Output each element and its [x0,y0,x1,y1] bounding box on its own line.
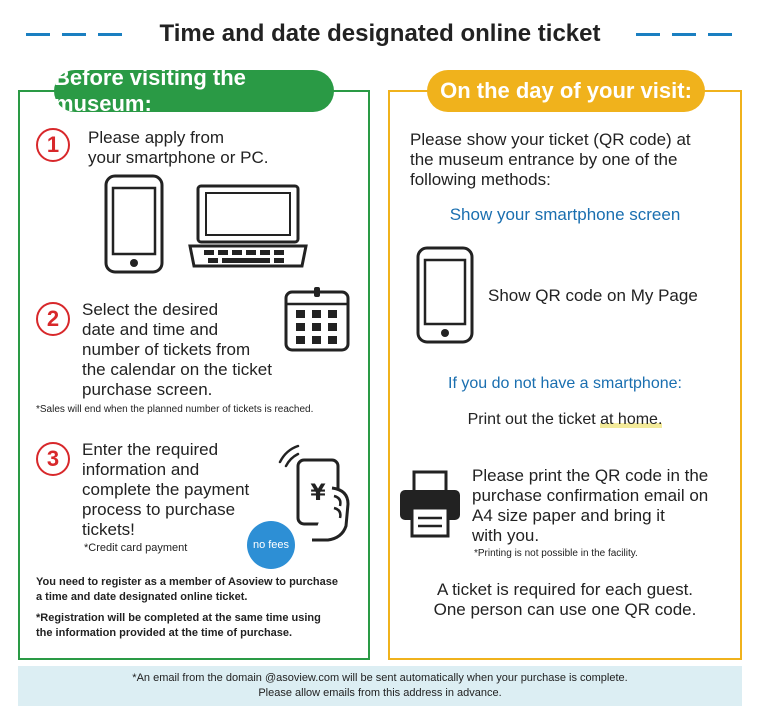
step-3-line: complete the payment [82,480,250,499]
register-note-line: You need to register as a member of Asoview to purchase [36,576,338,588]
step-1-text [88,128,268,168]
step-2-line: date and time and [82,320,219,339]
visit-intro [410,130,691,190]
step-3-line: tickets! [82,520,135,539]
visit-intro-line: following methods: [410,170,551,189]
no-fees-badge: no fees [247,521,295,569]
laptop-icon [186,184,310,270]
footer-notice [18,666,742,706]
method-print-subtitle [390,410,740,430]
step-2-text [82,300,272,400]
method-print-line: Please print the QR code in the [472,466,709,485]
step-2-line: number of tickets from [82,340,251,359]
smartphone-icon [104,174,164,274]
page-title: Time and date designated online ticket [159,20,601,47]
method-print-line: purchase confirmation email on [472,486,709,505]
title-row [0,14,760,54]
title-dash [636,33,660,36]
step-3-line: information and [82,460,200,479]
method-print-title: If you do not have a smartphone: [448,375,682,392]
registration-note-line: *Registration will be completed at the same time using [36,612,321,624]
title-dash [672,33,696,36]
registration-note [36,611,321,641]
step-1-line: your smartphone or PC. [88,148,269,167]
svg-text:¥: ¥ [310,481,326,506]
method-print-line: A4 size paper and bring it [472,506,665,525]
step-3-line: process to purchase [82,500,236,519]
method-print-text [472,466,708,546]
closing-line: A ticket is required for each guest. [436,580,694,599]
printer-icon [398,470,462,538]
register-note [36,575,338,605]
method-print-note: *Printing is not possible in the facility. [474,548,638,559]
closing-line: One person can use one QR code. [433,600,697,619]
footer-line: Please allow emails from this address in advance. [258,687,502,699]
step-number-3: 3 [36,442,70,476]
print-subtitle-highlight: at home. [600,411,663,428]
method-smartphone-title: Show your smartphone screen [449,205,681,224]
calendar-icon [284,286,350,352]
step-3-note: *Credit card payment [84,542,188,554]
register-note-line: a time and date designated online ticket. [36,591,248,603]
step-3-line: Enter the required [82,440,219,459]
title-dash [708,33,732,36]
print-subtitle-prefix: Print out the ticket [467,411,601,428]
closing-text [390,580,740,620]
step-1-line: Please apply from [88,128,225,147]
visit-intro-line: the museum entrance by one of the [410,150,678,169]
step-number-2: 2 [36,302,70,336]
step-number-1: 1 [36,128,70,162]
method-smartphone-text: Show QR code on My Page [488,286,698,305]
step-2-line: the calendar on the ticket [82,360,272,379]
footer-line: *An email from the domain @asoview.com will be sent automatically when your purchase is complete. [132,672,628,684]
before-visit-heading: Before visiting the museum: [54,70,334,112]
step-2-note: *Sales will end when the planned number of tickets is reached. [36,404,314,415]
visit-intro-line: Please show your ticket (QR code) at [410,130,691,149]
smartphone-icon [416,246,474,344]
step-3-text [82,440,249,540]
method-print-line: with you. [472,526,540,545]
step-2-line: purchase screen. [82,380,213,399]
step-2-line: Select the desired [82,300,219,319]
day-of-visit-heading: On the day of your visit: [427,70,705,112]
registration-note-line: the information provided at the time of purchase. [36,627,293,639]
